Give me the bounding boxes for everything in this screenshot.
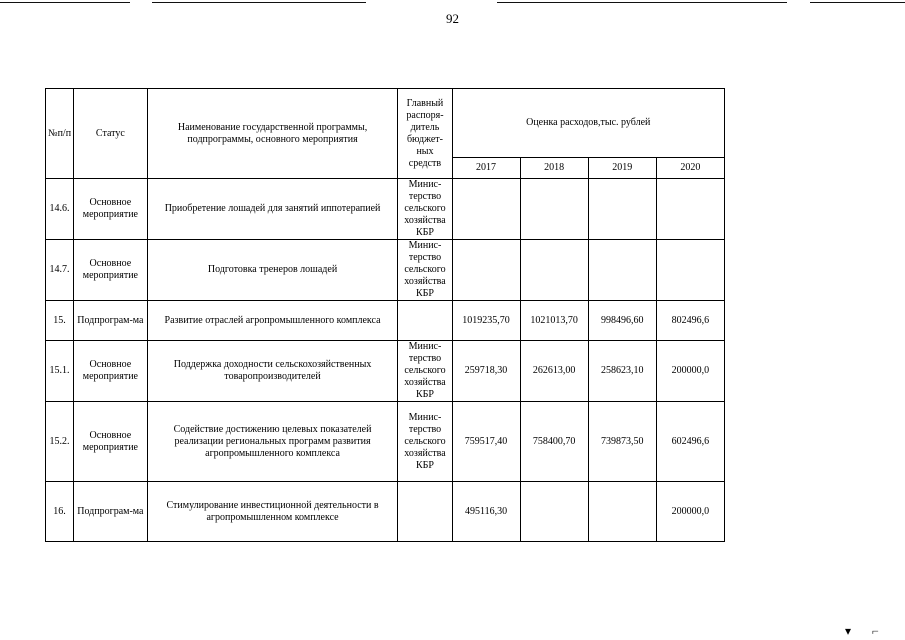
row-num: 15.2. — [46, 402, 74, 482]
row-value-2017: 759517,40 — [452, 402, 520, 482]
row-value-2020 — [656, 179, 724, 240]
scan-edge-line — [497, 2, 787, 3]
row-value-2017: 495116,30 — [452, 482, 520, 542]
row-num: 16. — [46, 482, 74, 542]
row-status: Основное мероприятие — [74, 179, 148, 240]
row-value-2020: 602496,6 — [656, 402, 724, 482]
table-row — [46, 482, 725, 542]
row-admin — [398, 301, 452, 341]
row-value-2019 — [588, 240, 656, 301]
row-admin: Минис-терство сельского хозяйства КБР — [398, 402, 452, 482]
row-status: Основное мероприятие — [74, 341, 148, 402]
row-value-2017: 259718,30 — [452, 341, 520, 402]
header-num: №п/п — [46, 89, 74, 179]
row-num: 14.6. — [46, 179, 74, 240]
row-num: 15. — [46, 301, 74, 341]
scan-edge-line — [810, 2, 905, 3]
table-row — [46, 240, 725, 301]
row-value-2019: 998496,60 — [588, 301, 656, 341]
row-value-2019: 739873,50 — [588, 402, 656, 482]
row-name: Содействие достижению целевых показателей реализации региональных программ развития агропромышленного комплекса — [147, 402, 398, 482]
scan-speck: ⌐ — [872, 624, 879, 638]
row-status: Основное мероприятие — [74, 240, 148, 301]
row-value-2019 — [588, 482, 656, 542]
header-estimate: Оценка расходов,тыс. рублей — [452, 89, 725, 158]
row-value-2020: 200000,0 — [656, 341, 724, 402]
page-number: 92 — [446, 11, 459, 26]
row-value-2018: 1021013,70 — [520, 301, 588, 341]
row-name: Приобретение лошадей для занятий иппотерапией — [147, 179, 398, 240]
row-name: Поддержка доходности сельскохозяйственных товаропроизводителей — [147, 341, 398, 402]
row-admin: Минис-терство сельского хозяйства КБР — [398, 341, 452, 402]
header-year: 2018 — [520, 158, 588, 179]
row-value-2018: 758400,70 — [520, 402, 588, 482]
row-num: 15.1. — [46, 341, 74, 402]
row-admin: Минис-терство сельского хозяйства КБР — [398, 240, 452, 301]
header-year: 2019 — [588, 158, 656, 179]
row-status: Подпрограм-ма — [74, 482, 148, 542]
row-num: 14.7. — [46, 240, 74, 301]
row-value-2019: 258623,10 — [588, 341, 656, 402]
table-row — [46, 179, 725, 240]
budget-table — [45, 88, 725, 542]
row-admin: Минис-терство сельского хозяйства КБР — [398, 179, 452, 240]
row-name: Развитие отраслей агропромышленного комплекса — [147, 301, 398, 341]
table-header-row — [46, 89, 725, 158]
table-row — [46, 301, 725, 341]
row-value-2017 — [452, 240, 520, 301]
row-value-2020 — [656, 240, 724, 301]
row-status: Подпрограм-ма — [74, 301, 148, 341]
row-admin — [398, 482, 452, 542]
row-value-2018 — [520, 240, 588, 301]
header-year: 2020 — [656, 158, 724, 179]
row-name: Стимулирование инвестиционной деятельности в агропромышленном комплексе — [147, 482, 398, 542]
row-status: Основное мероприятие — [74, 402, 148, 482]
table-row — [46, 341, 725, 402]
row-value-2017: 1019235,70 — [452, 301, 520, 341]
row-value-2019 — [588, 179, 656, 240]
header-year: 2017 — [452, 158, 520, 179]
scan-edge-line — [152, 2, 366, 3]
row-value-2017 — [452, 179, 520, 240]
header-status: Статус — [74, 89, 148, 179]
table-row — [46, 402, 725, 482]
scan-edge-line — [0, 2, 130, 3]
row-value-2018 — [520, 482, 588, 542]
header-admin: Главный распоря-дитель бюджет-ных средств — [398, 89, 452, 179]
row-name: Подготовка тренеров лошадей — [147, 240, 398, 301]
row-value-2020: 802496,6 — [656, 301, 724, 341]
row-value-2018 — [520, 179, 588, 240]
header-name: Наименование государственной программы, подпрограммы, основного мероприятия — [147, 89, 398, 179]
row-value-2020: 200000,0 — [656, 482, 724, 542]
row-value-2018: 262613,00 — [520, 341, 588, 402]
scan-speck: ▾ — [845, 624, 852, 638]
